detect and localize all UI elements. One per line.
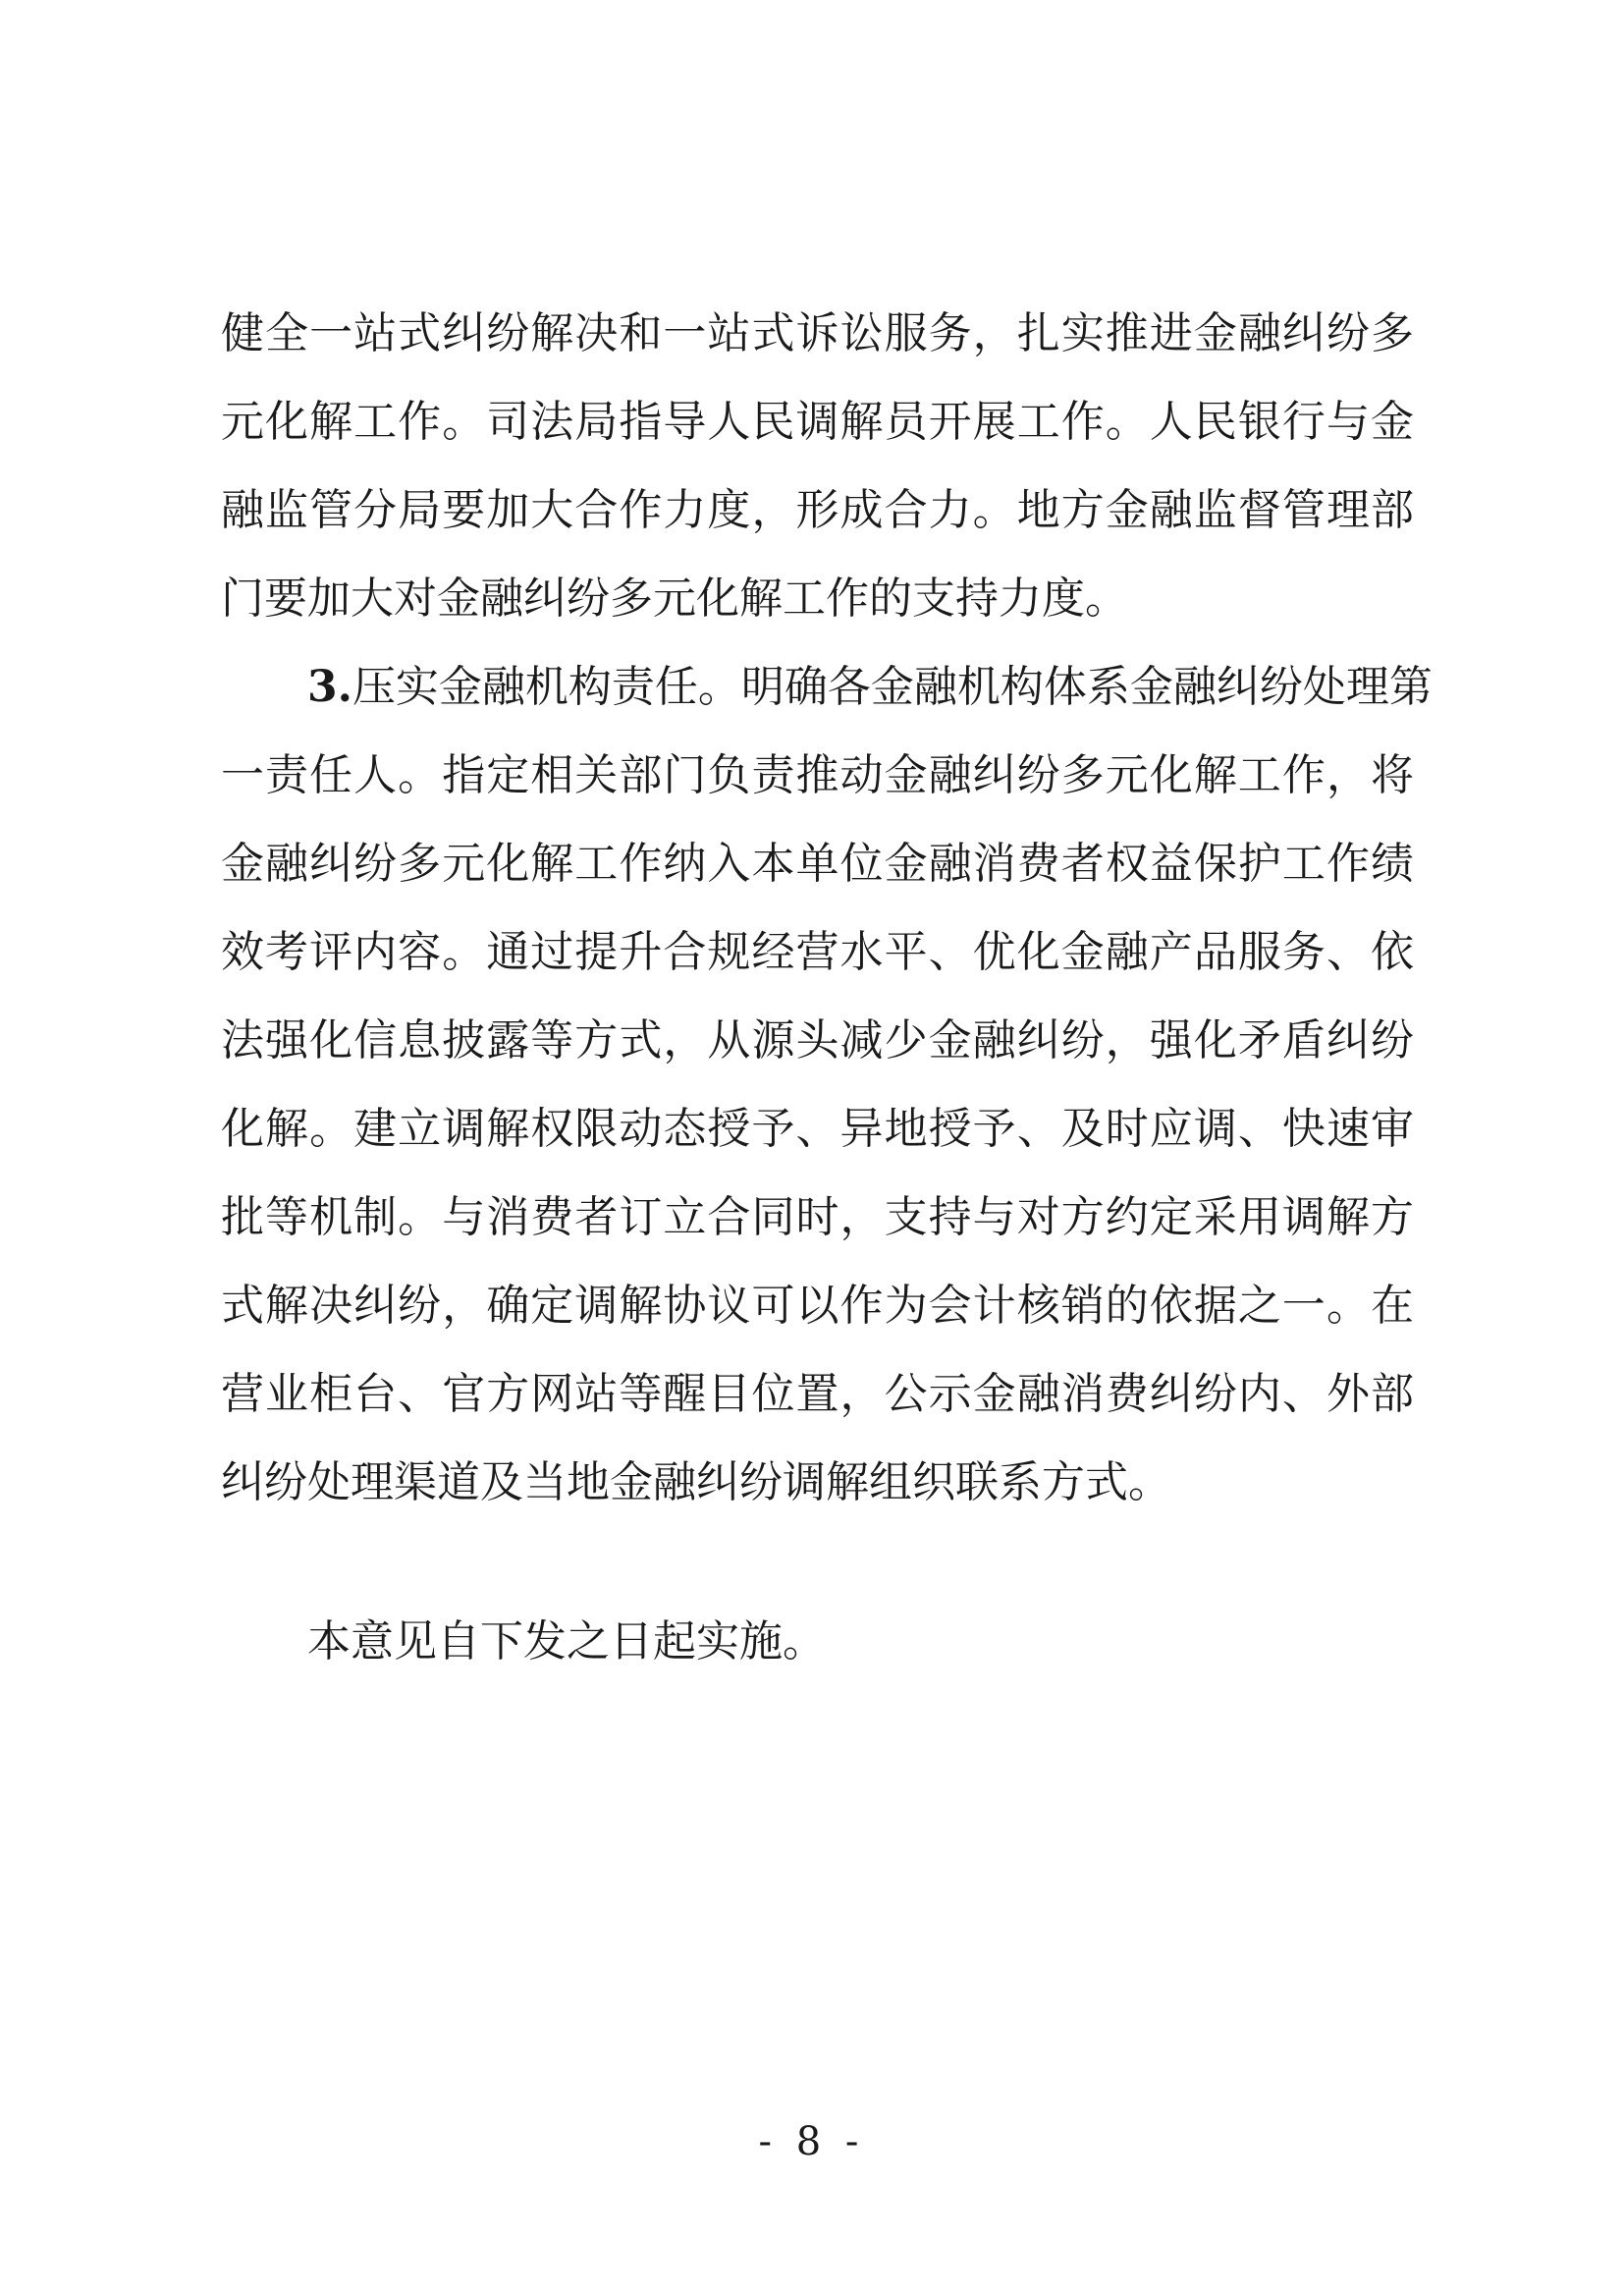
text-line: 纠纷处理渠道及当地金融纠纷调解组织联系方式。 (221, 1457, 1171, 1507)
text-line: 门要加大对金融纠纷多元化解工作的支持力度。 (221, 574, 1128, 624)
text-line: 健全一站式纠纷解决和一站式诉讼服务，扎实推进金融纠纷多 (221, 308, 1414, 358)
text-line: 批等机制。与消费者订立合同时，支持与对方约定采用调解方 (221, 1192, 1414, 1242)
text-line: 金融纠纷多元化解工作纳入本单位金融消费者权益保护工作绩 (221, 839, 1414, 889)
text-line: 法强化信息披露等方式，从源头减少金融纠纷，强化矛盾纠纷 (221, 1015, 1414, 1066)
text-line: 化解。建立调解权限动态授予、异地授予、及时应调、快速审 (221, 1104, 1414, 1154)
text-line: 式解决纠纷，确定调解协议可以作为会计核销的依据之一。在 (221, 1281, 1414, 1331)
paragraph-2 (221, 643, 1433, 1527)
text-line-first (221, 643, 1433, 732)
text-line: 元化解工作。司法局指导人民调解员开展工作。人民银行与金 (221, 397, 1414, 447)
spacer (221, 1527, 1414, 1598)
document-body (221, 290, 1433, 1686)
item-number: 3. (307, 662, 352, 712)
text-line: 营业柜台、官方网站等醒目位置，公示金融消费纠纷内、外部 (221, 1369, 1414, 1419)
text-line-content: 压实金融机构责任。明确各金融机构体系金融纠纷处理第 (352, 662, 1433, 712)
page-number: - 8 - (758, 2119, 865, 2164)
text-line: 融监管分局要加大合作力度，形成合力。地方金融监督管理部 (221, 485, 1414, 535)
closing-statement: 本意见自下发之日起实施。 (307, 1616, 826, 1667)
text-line: 一责任人。指定相关部门负责推动金融纠纷多元化解工作，将 (221, 750, 1414, 800)
text-line: 效考评内容。通过提升合规经营水平、优化金融产品服务、依 (221, 927, 1414, 977)
paragraph-1 (221, 290, 1414, 643)
